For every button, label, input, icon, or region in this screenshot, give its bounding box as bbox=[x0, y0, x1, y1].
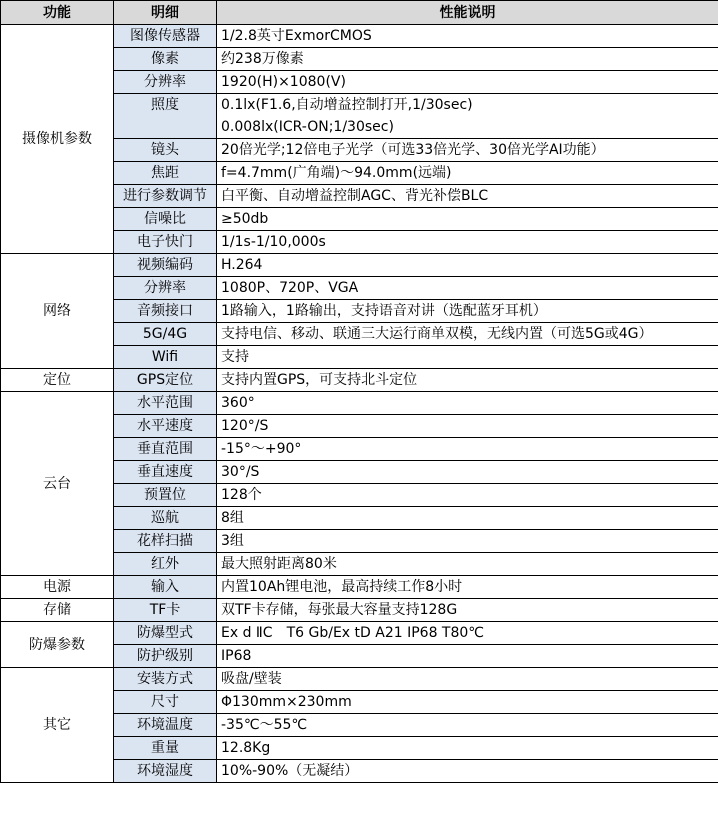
value-line: 30°/S bbox=[221, 464, 260, 480]
detail-cell: TF卡 bbox=[114, 599, 217, 622]
group-label: 存储 bbox=[1, 599, 114, 622]
spec-body bbox=[1, 25, 718, 783]
value-line: 白平衡、自动增益控制AGC、背光补偿BLC bbox=[221, 188, 489, 204]
detail-cell: 进行参数调节 bbox=[114, 185, 217, 208]
value-cell bbox=[217, 277, 718, 300]
value-line: IP68 bbox=[221, 648, 252, 664]
table-row bbox=[1, 576, 718, 599]
group-label: 网络 bbox=[1, 254, 114, 369]
value-line: 128个 bbox=[221, 487, 262, 503]
value-cell bbox=[217, 691, 718, 714]
value-line: 1/1s-1/10,000s bbox=[221, 234, 326, 250]
detail-cell: 垂直速度 bbox=[114, 461, 217, 484]
value-cell bbox=[217, 484, 718, 507]
value-cell bbox=[217, 599, 718, 622]
table-row bbox=[1, 254, 718, 277]
group-label: 其它 bbox=[1, 668, 114, 783]
value-cell bbox=[217, 346, 718, 369]
detail-cell: 视频编码 bbox=[114, 254, 217, 277]
value-cell bbox=[217, 208, 718, 231]
detail-cell: 分辨率 bbox=[114, 71, 217, 94]
value-cell bbox=[217, 737, 718, 760]
value-line: 20倍光学;12倍电子光学（可选33倍光学、30倍光学AI功能） bbox=[221, 142, 605, 158]
value-line: 1/2.8英寸ExmorCMOS bbox=[221, 28, 372, 44]
value-line: f=4.7mm(广角端)～94.0mm(远端) bbox=[221, 165, 452, 181]
detail-cell: 防护级别 bbox=[114, 645, 217, 668]
header-performance: 性能说明 bbox=[217, 1, 718, 25]
value-cell bbox=[217, 622, 718, 645]
value-line: 3组 bbox=[221, 533, 244, 549]
detail-cell: 尺寸 bbox=[114, 691, 217, 714]
detail-cell: 防爆型式 bbox=[114, 622, 217, 645]
value-cell bbox=[217, 71, 718, 94]
header-function: 功能 bbox=[1, 1, 114, 25]
table-row bbox=[1, 599, 718, 622]
value-cell bbox=[217, 139, 718, 162]
detail-cell: 垂直范围 bbox=[114, 438, 217, 461]
value-line: 最大照射距离80米 bbox=[221, 556, 337, 572]
detail-cell: 电子快门 bbox=[114, 231, 217, 254]
value-line: 支持内置GPS，可支持北斗定位 bbox=[221, 372, 418, 388]
header-row bbox=[1, 1, 718, 25]
value-line: 内置10Ah锂电池，最高持续工作8小时 bbox=[221, 579, 463, 595]
group-label: 摄像机参数 bbox=[1, 25, 114, 254]
detail-cell: 焦距 bbox=[114, 162, 217, 185]
table-row bbox=[1, 25, 718, 48]
detail-cell: 重量 bbox=[114, 737, 217, 760]
table-row bbox=[1, 392, 718, 415]
value-line: -15°～+90° bbox=[221, 441, 302, 457]
value-line: 8组 bbox=[221, 510, 244, 526]
detail-cell: 输入 bbox=[114, 576, 217, 599]
value-line: 0.008lx(ICR-ON;1/30sec) bbox=[221, 119, 394, 135]
value-cell bbox=[217, 530, 718, 553]
table-row bbox=[1, 668, 718, 691]
detail-cell: 巡航 bbox=[114, 507, 217, 530]
value-line: 1080P、720P、VGA bbox=[221, 280, 359, 296]
value-cell bbox=[217, 415, 718, 438]
detail-cell: 预置位 bbox=[114, 484, 217, 507]
value-cell bbox=[217, 553, 718, 576]
detail-cell: 水平范围 bbox=[114, 392, 217, 415]
value-line: 10%-90%（无凝结） bbox=[221, 763, 359, 779]
detail-cell: 像素 bbox=[114, 48, 217, 71]
detail-cell: GPS定位 bbox=[114, 369, 217, 392]
value-line: Ex d ⅡC T6 Gb/Ex tD A21 IP68 T80℃ bbox=[221, 625, 485, 641]
header-detail: 明细 bbox=[114, 1, 217, 25]
value-line: 约238万像素 bbox=[221, 51, 304, 67]
value-line: 12.8Kg bbox=[221, 740, 271, 756]
value-line: 双TF卡存储，每张最大容量支持128G bbox=[221, 602, 458, 618]
detail-cell: 环境温度 bbox=[114, 714, 217, 737]
value-cell bbox=[217, 369, 718, 392]
group-label: 防爆参数 bbox=[1, 622, 114, 668]
detail-cell: 水平速度 bbox=[114, 415, 217, 438]
value-cell bbox=[217, 48, 718, 71]
value-cell bbox=[217, 94, 718, 139]
value-line: 支持电信、移动、联通三大运行商单双模，无线内置（可选5G或4G） bbox=[221, 326, 653, 342]
table-row bbox=[1, 622, 718, 645]
detail-cell: 镜头 bbox=[114, 139, 217, 162]
value-cell bbox=[217, 231, 718, 254]
value-line: 支持 bbox=[221, 349, 249, 365]
value-line: 120°/S bbox=[221, 418, 269, 434]
value-cell bbox=[217, 668, 718, 691]
value-line: 0.1lx(F1.6,自动增益控制打开,1/30sec) bbox=[221, 97, 473, 113]
detail-cell: 安装方式 bbox=[114, 668, 217, 691]
value-line: ≥50db bbox=[221, 211, 269, 227]
value-cell bbox=[217, 25, 718, 48]
value-cell bbox=[217, 507, 718, 530]
group-label: 云台 bbox=[1, 392, 114, 576]
detail-cell: 图像传感器 bbox=[114, 25, 217, 48]
detail-cell: 音频接口 bbox=[114, 300, 217, 323]
value-line: 吸盘/壁装 bbox=[221, 671, 282, 687]
detail-cell: 红外 bbox=[114, 553, 217, 576]
detail-cell: 分辨率 bbox=[114, 277, 217, 300]
value-line: H.264 bbox=[221, 257, 263, 273]
value-cell bbox=[217, 185, 718, 208]
detail-cell: 照度 bbox=[114, 94, 217, 139]
value-cell bbox=[217, 254, 718, 277]
value-cell bbox=[217, 645, 718, 668]
detail-cell: 花样扫描 bbox=[114, 530, 217, 553]
group-label: 定位 bbox=[1, 369, 114, 392]
detail-cell: 信噪比 bbox=[114, 208, 217, 231]
value-line: Φ130mm×230mm bbox=[221, 694, 352, 710]
value-line: 360° bbox=[221, 395, 255, 411]
value-line: 1920(H)×1080(V) bbox=[221, 74, 346, 90]
value-cell bbox=[217, 323, 718, 346]
detail-cell: 环境湿度 bbox=[114, 760, 217, 783]
value-cell bbox=[217, 438, 718, 461]
table-row bbox=[1, 369, 718, 392]
value-cell bbox=[217, 461, 718, 484]
value-cell bbox=[217, 392, 718, 415]
value-cell bbox=[217, 576, 718, 599]
detail-cell: Wifi bbox=[114, 346, 217, 369]
value-line: 1路输入，1路输出，支持语音对讲（选配蓝牙耳机） bbox=[221, 303, 547, 319]
group-label: 电源 bbox=[1, 576, 114, 599]
detail-cell: 5G/4G bbox=[114, 323, 217, 346]
value-cell bbox=[217, 300, 718, 323]
value-cell bbox=[217, 162, 718, 185]
value-cell bbox=[217, 714, 718, 737]
value-cell bbox=[217, 760, 718, 783]
value-line: -35℃～55℃ bbox=[221, 717, 308, 733]
